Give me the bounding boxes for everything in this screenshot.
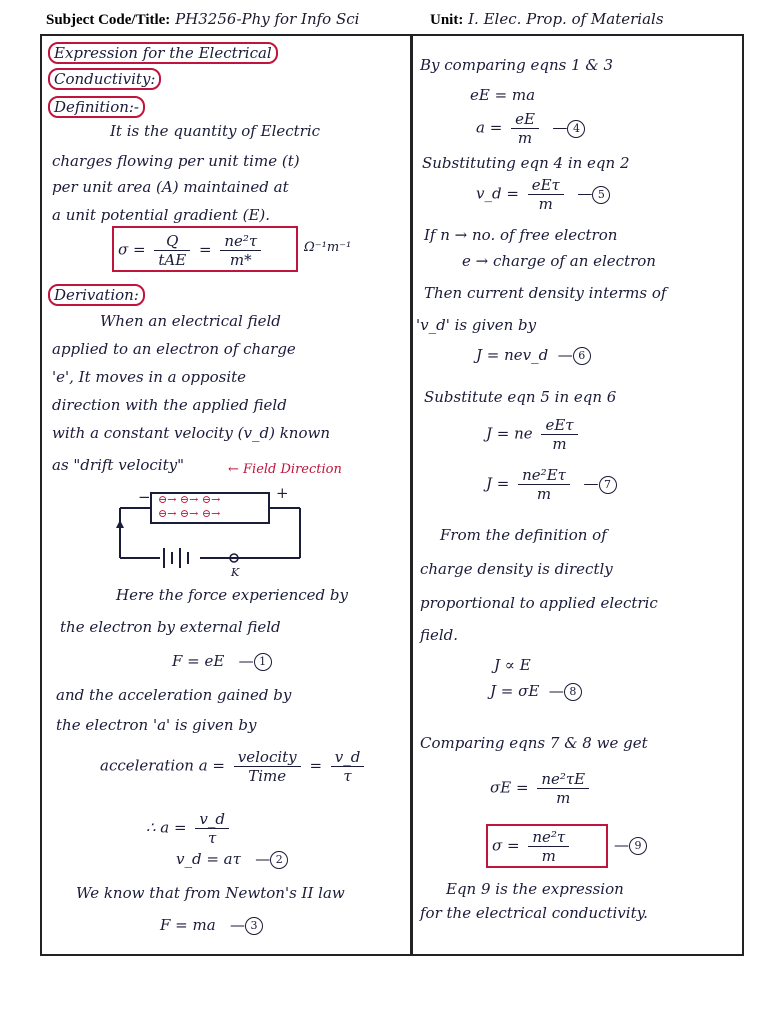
definition-label: Definition:- <box>48 98 145 116</box>
compare-78-line: Comparing eqns 7 & 8 we get <box>420 734 648 752</box>
eq-number: 1 <box>254 653 272 671</box>
current-line: 'v_d' is given by <box>416 316 537 334</box>
force-line: Here the force experienced by <box>116 586 348 604</box>
unit-value: I. Elec. Prop. of Materials <box>468 10 664 28</box>
equation-9: σ = $\frac{\text{ne²τ}}{m}$ <box>492 828 573 865</box>
der-line: as "drift velocity" <box>52 456 185 474</box>
formula-fraction: $\frac{\text{eEτ}}{m}$ <box>528 176 564 213</box>
equation-2: v_d = aτ — 2 <box>176 850 288 869</box>
def-line: It is the quantity of Electric <box>110 122 321 140</box>
page-header <box>40 6 752 32</box>
minus-sign: − <box>138 488 151 506</box>
electron-row: ⊖→ ⊖→ ⊖→ <box>158 493 221 506</box>
compare-13-line: By comparing eqns 1 & 3 <box>420 56 614 74</box>
formula-fraction: $\frac{v\_d}{\tau}$ <box>195 810 229 847</box>
unit-field <box>430 10 664 29</box>
newton-line: We know that from Newton's II law <box>76 884 345 902</box>
circuit-diagram <box>100 484 420 584</box>
formula-fraction: $\frac{\text{ne²Eτ}}{m}$ <box>518 466 570 503</box>
final-line: for the electrical conductivity. <box>420 904 648 922</box>
formula-fraction: $\frac{\text{ne²τ}}{m*}$ <box>220 232 261 269</box>
equation-7: J = $\frac{\text{ne²Eτ}}{m}$ — 7 <box>486 466 617 503</box>
electron-row: ⊖→ ⊖→ ⊖→ <box>158 507 221 520</box>
equation-ema: eE = ma <box>470 86 536 104</box>
formula-fraction: $\frac{v\_d}{\tau}$ <box>331 748 365 785</box>
plus-sign: + <box>276 484 289 502</box>
equation-j1: J = ne $\frac{\text{eEτ}}{m}$ <box>486 416 582 453</box>
der-line: with a constant velocity (v_d) known <box>52 424 330 442</box>
eq-number: 8 <box>564 683 582 701</box>
proportionality: J ∝ E <box>494 656 531 674</box>
formula-fraction: $\frac{\text{velocity}}{\text{Time}}$ <box>234 748 301 785</box>
eq-number: 5 <box>592 186 610 204</box>
equation-9-number: — 9 <box>614 836 647 855</box>
if-line: e → charge of an electron <box>462 252 656 270</box>
accel-line: the electron 'a' is given by <box>56 716 257 734</box>
def-line: per unit area (A) maintained at <box>52 178 289 196</box>
current-line: Then current density interms of <box>424 284 667 302</box>
if-line: If n → no. of free electron <box>424 226 618 244</box>
formula-fraction: $\frac{\text{eEτ}}{m}$ <box>541 416 577 453</box>
equation-1: F = eE — 1 <box>172 652 272 671</box>
eq-number: 7 <box>599 476 617 494</box>
eq-number: 2 <box>270 851 288 869</box>
from-line: From the definition of <box>440 526 607 544</box>
eq-number: 4 <box>567 120 585 138</box>
acceleration-formula: acceleration a = $\frac{\text{velocity}}{\text{Time}}$ = $\frac{v\_d}{\tau}$ <box>100 748 368 785</box>
def-line: a unit potential gradient (E). <box>52 206 271 224</box>
equation-3: F = ma — 3 <box>160 916 263 935</box>
eq-number: 6 <box>573 347 591 365</box>
from-line: proportional to applied electric <box>420 594 658 612</box>
formula-fraction: $\frac{\text{ne²τE}}{m}$ <box>537 770 589 807</box>
equation-sigma-e: σE = $\frac{\text{ne²τE}}{m}$ <box>490 770 593 807</box>
final-line: Eqn 9 is the expression <box>446 880 624 898</box>
formula-fraction: $\frac{\text{ne²τ}}{m}$ <box>528 828 569 865</box>
subject-field <box>46 10 359 29</box>
derivation-label: Derivation: <box>48 286 145 304</box>
subject-value: PH3256-Phy for Info Sci <box>175 10 360 28</box>
title-line2: Conductivity: <box>48 70 161 88</box>
der-line: 'e', It moves in a opposite <box>52 368 247 386</box>
def-line: charges flowing per unit time (t) <box>52 152 300 170</box>
title-line1: Expression for the Electrical <box>48 44 278 62</box>
definition-formula: σ = $\frac{Q}{\text{tAE}}$ = $\frac{\text{ne²τ}}{m*}$ <box>118 232 265 269</box>
substitute-56-line: Substitute eqn 5 in eqn 6 <box>424 388 617 406</box>
eq-number: 9 <box>629 837 647 855</box>
conductivity-unit: Ω⁻¹m⁻¹ <box>304 240 352 255</box>
der-line: When an electrical field <box>100 312 281 330</box>
force-line: the electron by external field <box>60 618 281 636</box>
therefore-formula: ∴ a = $\frac{v\_d}{\tau}$ <box>146 810 233 847</box>
unit-label: Unit: <box>430 12 464 28</box>
eq-number: 3 <box>245 917 263 935</box>
subject-label: Subject Code/Title: <box>46 12 171 28</box>
der-line: direction with the applied field <box>52 396 287 414</box>
equation-4: a = $\frac{eE}{m}$ — 4 <box>476 110 585 147</box>
equation-5: v_d = $\frac{\text{eEτ}}{m}$ — 5 <box>476 176 610 213</box>
key-label: K <box>231 566 240 579</box>
formula-fraction: $\frac{Q}{\text{tAE}}$ <box>154 232 190 269</box>
equation-6: J = nev_d — 6 <box>476 346 591 365</box>
der-line: applied to an electron of charge <box>52 340 296 358</box>
formula-fraction: $\frac{eE}{m}$ <box>511 110 539 147</box>
equation-8: J = σE — 8 <box>490 682 582 701</box>
accel-line: and the acceleration gained by <box>56 686 292 704</box>
substitute-42-line: Substituting eqn 4 in eqn 2 <box>422 154 630 172</box>
from-line: field. <box>420 626 459 644</box>
field-direction-label: ← Field Direction <box>228 462 342 477</box>
from-line: charge density is directly <box>420 560 613 578</box>
